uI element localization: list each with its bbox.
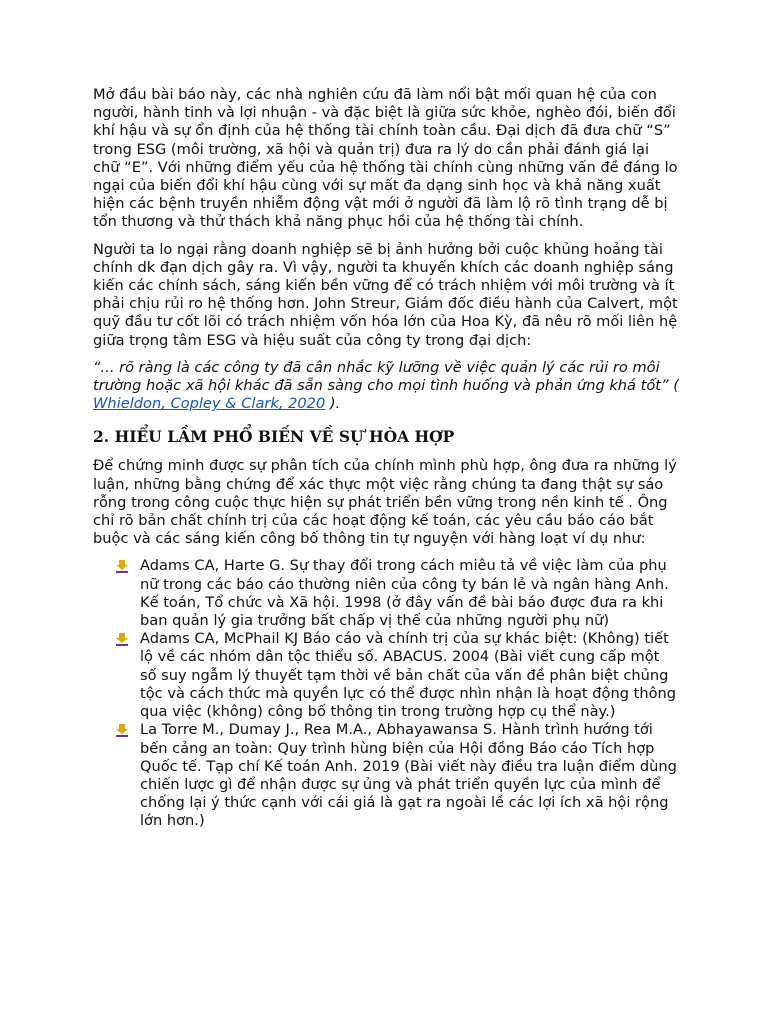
- section-heading: 2. HIỂU LẦM PHỔ BIẾN VỀ SỰ HÒA HỢP: [93, 427, 455, 447]
- body-paragraph-3: Để chứng minh được sự phân tích của chính mình phù hợp, ông đưa ra những lý luận, những bằng chứng để xác thực một việc rằng chúng ta đang thật sự sáo rỗng trong công cuộc thực hiện sự phát triển bền vững trong nền kinh tế . Ông chỉ rõ bản chất chính trị của các hoạt động kế toán, các yêu cầu báo cáo bắt buộc và các sáng kiến công bố thông tin tự nguyện với hàng loạt ví dụ như:: [93, 457, 677, 548]
- quote-paragraph: [93, 359, 680, 414]
- arrow-bullet-icon: [115, 632, 129, 646]
- reference-item: [115, 630, 680, 721]
- reference-text: Adams CA, McPhail KJ Báo cáo và chính trị của sự khác biệt: (Không) tiết lộ về các nhóm dân tộc thiểu số. ABACUS. 2004 (Bài viết cung cấp một số suy ngẫm lý thuyết tạm thời về bản chất của vấn đề phân biệt chủng tộc và cách thức mà quyền lực có thể được nhìn nhận là hoạt động thông qua việc (không) công bố thông tin trong trường hợp cụ thể này.): [140, 630, 677, 721]
- citation-link[interactable]: Whieldon, Copley & Clark, 2020: [93, 395, 326, 413]
- intro-paragraph: Mở đầu bài báo này, các nhà nghiên cứu đã làm nổi bật mối quan hệ của con người, hành tinh và lợi nhuận - và đặc biệt là giữa sức khỏe, nghèo đói, biến đổi khí hậu và sự ổn định của hệ thống tài chính toàn cầu. Đại dịch đã đưa chữ “S” trong ESG (môi trường, xã hội và quản trị) đưa ra lý do cần phải đánh giá lại chữ “E”. Với những điểm yếu của hệ thống tài chính cùng những vấn đề đáng lo ngại của biến đổi khí hậu cùng với sự mất đa dạng sinh học và khả năng xuất hiện các bệnh truyền nhiễm động vật mới ở người đã làm lộ rõ tình trạng dễ bị tổn thương và thử thách khả năng phục hồi của hệ thống tài chính.: [93, 86, 678, 231]
- quote-text: “... rõ ràng là các công ty đã cân nhắc kỹ lưỡng về việc quản lý các rủi ro môi trường hoặc xã hội khác đã sẵn sàng cho mọi tình huống và phản ứng khá tốt” (: [93, 358, 679, 395]
- reference-list: [93, 557, 680, 830]
- arrow-bullet-icon: [115, 559, 129, 573]
- reference-text: La Torre M., Dumay J., Rea M.A., Abhayawansa S. Hành trình hướng tới bến cảng an toàn: Quy trình hùng biện của Hội đồng Báo cáo Tích hợp Quốc tế. Tạp chí Kế toán Anh. 2019 (Bài viết này điều tra luận điểm dùng chiến lược gì để nhận được sự ủng và phát triển quyền lực của mình để chống lại ý thức cạnh với cái giá là gạt ra ngoài lề các lợi ích xã hội rộng lớn hơn.): [140, 721, 677, 830]
- reference-text: Adams CA, Harte G. Sự thay đổi trong cách miêu tả về việc làm của phụ nữ trong các báo cáo thường niên của công ty bán lẻ và ngân hàng Anh. Kế toán, Tổ chức và Xã hội. 1998 (ở đây vấn đề bài báo được đưa ra khi ban quản lý gia trưởng bất chấp vị thế của những người phụ nữ): [140, 557, 669, 630]
- reference-item: [115, 721, 680, 830]
- quote-end: ).: [325, 395, 341, 413]
- reference-item: [115, 557, 680, 630]
- body-paragraph-2: Người ta lo ngại rằng doanh nghiệp sẽ bị ảnh hưởng bởi cuộc khủng hoảng tài chính dk đạn dịch gây ra. Vì vậy, người ta khuyến khích các doanh nghiệp sáng kiến các chính sách, sáng kiến bền vững để có trách nhiệm với môi trường và ít phải chịu rủi ro hệ thống hơn. John Streur, Giám đốc điều hành của Calvert, một quỹ đầu tư cốt lõi có trách nhiệm vốn hóa lớn của Hoa Kỳ, đã nêu rõ mối liên hệ giữa trọng tâm ESG và hiệu suất của công ty trong đại dịch:: [93, 240, 678, 349]
- arrow-bullet-icon: [115, 723, 129, 737]
